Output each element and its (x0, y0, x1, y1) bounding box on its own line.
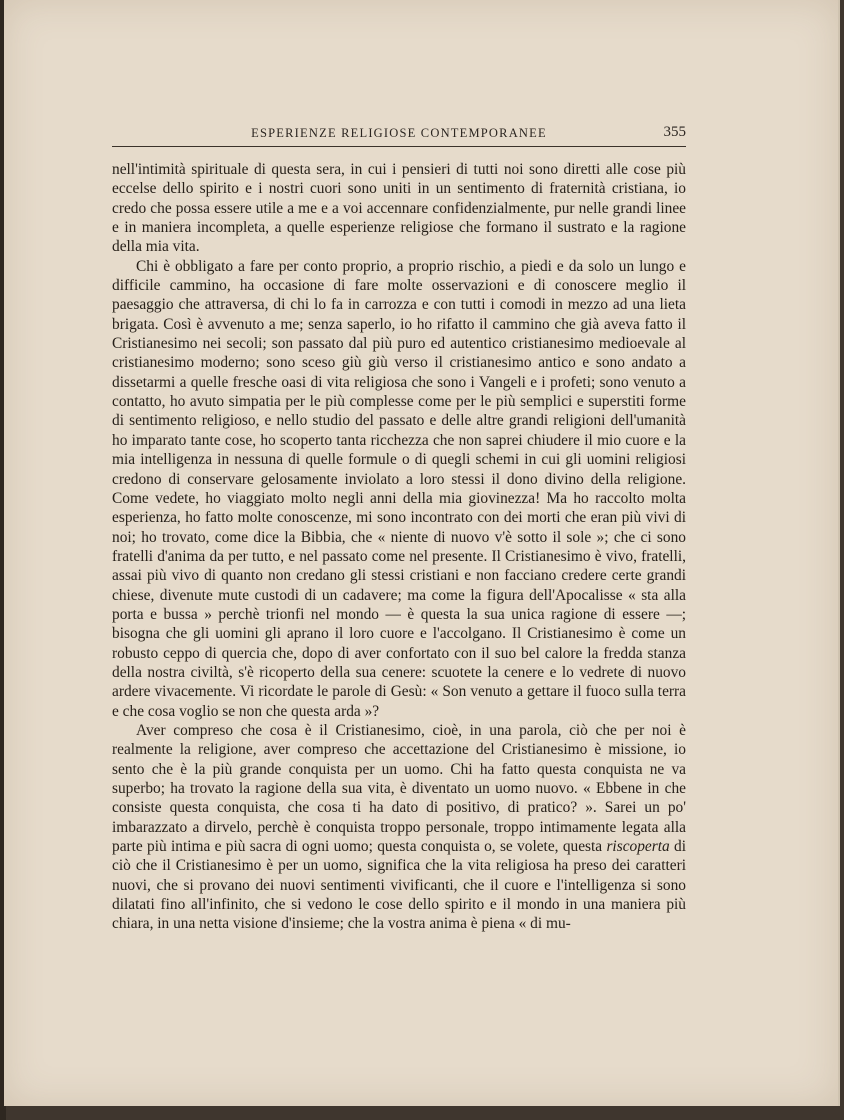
paragraph-3-part-1: Aver compreso che cosa è il Cristianesimo, cioè, in una parola, ciò che per noi è realmente la religione, aver compreso che accettazione del Cristianesimo è missione, io sento che è la più grande conquista per un uomo. Chi ha fatto questa conquista ne va superbo; ha trovato la ragione della sua vita, è diventato un uomo nuovo. « Ebbene in che consiste questa conquista, che cosa ti ha dato di positivo, di pratico? ». Sarei un po' imbarazzato a dirvelo, perchè è conquista troppo personale, troppo intimamente legata alla parte più intima e più sacra di ogni uomo; questa conquista o, se volete, questa (112, 721, 686, 856)
running-title: ESPERIENZE RELIGIOSE CONTEMPORANEE (251, 126, 547, 140)
header-rule (112, 146, 686, 147)
paragraph-3-part-2: di ciò che il Cristianesimo è per un uomo, significa che la vita religiosa ha preso dei caratteri nuovi, che si provano dei nuovi sentimenti vivificanti, che il cuore e l'intelligenza si sono dilatati fino all'infinito, che si vedono le cose dello spirito e il mondo in una maniera più chiara, in una netta visione d'insieme; che la vostra anima è piena « di mu- (112, 838, 686, 933)
paragraph-2: Chi è obbligato a fare per conto proprio, a proprio rischio, a piedi e da solo un lungo e difficile cammino, ha occasione di fare molte osservazioni e di conoscere meglio il paesaggio che attraversa, di chi lo fa in carrozza e con tutti i comodi in mezzo ad una lieta brigata. Così è avvenuto a me; senza saperlo, io ho rifatto il cammino che già aveva fatto il Cristianesimo nei secoli; son passato dal più puro ed autentico cristianesimo medioevale al cristianesimo moderno; sono sceso giù giù verso il cristianesimo antico e sono andato a dissetarmi a quelle fresche oasi di vita religiosa che sono i Vangeli e i profeti; sono venuto a contatto, ho avuto simpatia per le più complesse come per le più semplici e superstiti forme di sentimento religioso, e nello studio del passato e delle altre grandi religioni dell'umanità ho imparato tante cose, ho scoperto tanta ricchezza che non saprei chiudere il mio cuore e la mia intelligenza in nessuna di quelle formule o di quegli schemi in cui gli uomini religiosi credono di conservare gelosamente inviolato a loro stessi il dono divino della religione. Come vedete, ho viaggiato molto negli anni della mia giovinezza! Ma ho raccolto molta esperienza, ho fatto molte conoscenze, mi sono incontrato con dei morti che eran più vivi di noi; ho trovato, come dice la Bibbia, che « niente di nuovo v'è sotto il sole »; che ci sono fratelli d'anima da per tutto, e nel passato come nel presente. Il Cristianesimo è vivo, fratelli, assai più vivo di quanto non credano gli stessi cristiani e non facciano credere certe grandi chiese, divenute mute custodi di un cadavere; ma come la figura dell'Apocalisse « sta alla porta e bussa » perchè trionfi nel mondo — è questa la sua unica ragione di essere —; bisogna che gli uomini gli aprano il loro cuore e l'accolgano. Il Cristianesimo è come un robusto ceppo di quercia che, dopo di aver confortato con il suo bel calore la fredda stanza della nostra civiltà, s'è ricoperto della sua cenere: scuotete la cenere e lo vedrete di nuovo ardere vivacemente. Vi ricordate le parole di Gesù: « Son venuto a gettare il fuoco sulla terra e che cosa voglio se non che questa arda »? (112, 257, 686, 720)
paragraph-3 (112, 721, 686, 934)
body-text (112, 160, 686, 934)
page-number: 355 (663, 124, 686, 140)
running-head (112, 124, 686, 144)
italic-word: riscoperta (606, 838, 670, 856)
paragraph-1: nell'intimità spirituale di questa sera, in cui i pensieri di tutti noi sono diretti alle cose più eccelse dello spirito e i nostri cuori sono uniti in un sentimento di fraternità cristiana, io credo che possa essere utile a me e a voi accennare confidenzialmente, pur nelle grandi linee e in maniera incompleta, a quelle esperienze religiose che formano il sustrato e la ragione della mia vita. (112, 161, 686, 256)
